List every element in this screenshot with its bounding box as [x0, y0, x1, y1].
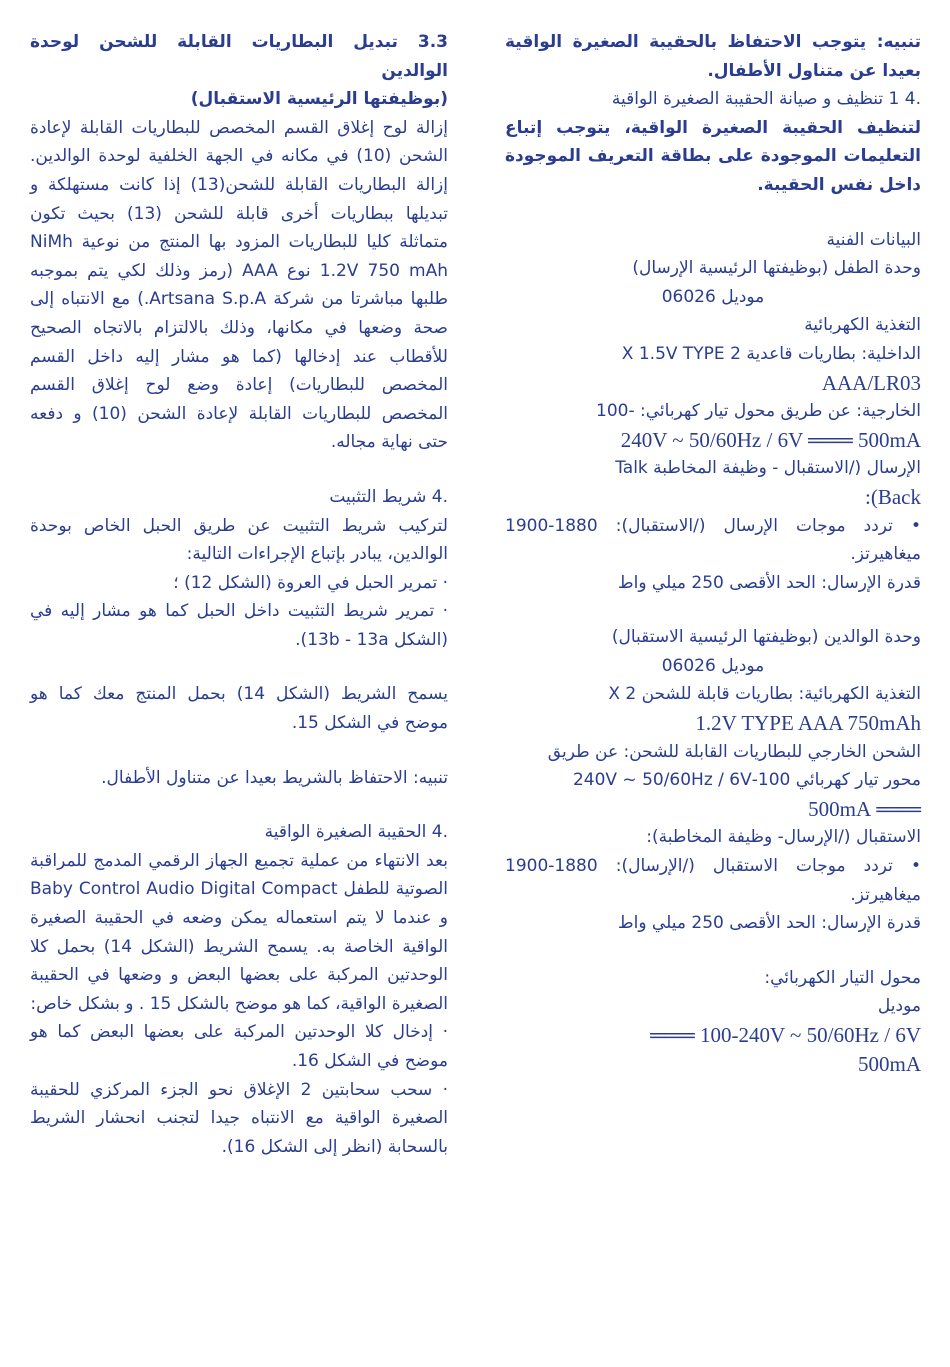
- adapter-line2: 500mA: [858, 1051, 921, 1076]
- reception-title: الاستقبال (/الإرسال- وظيفة المخاطبة):: [646, 827, 921, 848]
- parent-model: موديل 06026: [661, 655, 765, 676]
- strap-warning: تنبيه: الاحتفاظ بالشريط بعيدا عن متناول الأطفال.: [101, 767, 448, 788]
- bag-step-2: · سحب سحابتين 2 الإغلاق نحو الجزء المركزي للحقيبة الصغيرة الواقية مع الانتباه جيدا لتجنب انحشار الشريط بالسحابة (انظر إلى الشكل 16).: [30, 1079, 449, 1157]
- strap-step-1: · تمرير الحبل في العروة (الشكل 12) ؛: [173, 572, 448, 593]
- strap-allows-text: يسمح الشريط (الشكل 14) بحمل المنتج معك كما هو موضح في الشكل 15.: [30, 684, 448, 734]
- baby-tx-power: قدرة الإرسال: الحد الأقصى 250 ميلي واط: [617, 572, 921, 593]
- bag-title: .4 الحقيبة الصغيرة الواقية: [264, 822, 448, 843]
- battery-replace-text: إزالة لوح إغلاق القسم المخصص للبطاريات القابلة لإعادة الشحن (10) في مكانه في الجهة الخلفية لوحدة الوالدين. إزالة البطاريات القابلة للشحن(13) إذا كانت مستهلكة و تبديلها ببطاريات أخرى قابلة للشحن (13) بحيث تكون متماثلة كليا للبطاريات المزود بها المنتج من نوعية NiMh 1.2V 750 mAh نوع AAA (رمز وذلك لكي يتم بموجبه طلبها مباشرتا من شركة Artsana S.p.A.) مع الانتباه إلى صحة وضعها في مكانها، وذلك بالالتزام بالاتجاه الصحيح للأقطاب عند إدخالها (كما هو مشار إليه داخل القسم المخصص للبطاريات) إعادة وضع لوح إغلاق القسم المخصص للبطاريات القابلة لإعادة الشحن (10) و دفعه حتى نهاية مجاله.: [30, 117, 449, 453]
- transmission-line2: Back):: [865, 484, 921, 509]
- bag-text: بعد الانتهاء من عملية تجميع الجهاز الرقمي المدمج للمراقبة الصوتية للطفل Baby Control Audio Digital Compact و عندما لا يتم استعماله يمكن وضعه في الحقيبة الصغيرة الواقية الخاصة به. يسمح الشريط (الشكل 14) بحمل كلا الوحدتين المركبة على بعضها البعض و وضعها في الحقيبة الصغيرة الواقية، كما هو موضح بالشكل 15 . و بشكل خاص:: [30, 850, 448, 1014]
- section-4-1-title: .4 1 تنظيف و صيانة الحقيبة الصغيرة الواقية: [611, 89, 921, 110]
- tech-data-title: البيانات الفنية: [826, 229, 921, 250]
- charge-line1: الشحن الخارجي للبطاريات القابلة للشحن: عن طريق: [547, 741, 921, 762]
- adapter-line1: 100-240V ~ 50/60Hz / 6V ═══: [650, 1023, 921, 1047]
- adapter-title: محول التيار الكهربائي:: [764, 967, 921, 988]
- bag-step-1: · إدخال كلا الوحدتين المركبة على بعضها البعض كما هو موضح في الشكل 16.: [30, 1022, 448, 1071]
- power-supply-title: التغذية الكهربائية: [804, 315, 921, 336]
- baby-model: موديل 06026: [661, 286, 765, 307]
- transmission-line1: الإرسال (/الاستقبال - وظيفة المخاطبة Talk: [615, 458, 921, 479]
- section-3-3-subtitle: (بوظيفتها الرئيسية الاستقبال): [190, 89, 448, 110]
- parent-unit-label: وحدة الوالدين (بوظيفتها الرئيسية الاستقبال): [611, 627, 921, 648]
- strap-title: .4 شريط التثبيت: [329, 486, 448, 507]
- adapter-model: موديل: [877, 996, 921, 1017]
- baby-unit-label: وحدة الطفل (بوظيفتها الرئيسية الإرسال): [632, 258, 921, 279]
- parent-frequency: • تردد موجات الاستقبال (/الإرسال): 1880-1900 ميغاهيرتز.: [505, 852, 921, 909]
- parent-tx-power: قدرة الإرسال: الحد الأقصى 250 ميلي واط: [617, 913, 921, 934]
- bag-warning: تنبيه: يتوجب الاحتفاظ بالحقيبة الصغيرة الواقية بعيدا عن متناول الأطفال.: [505, 32, 921, 81]
- baby-frequency: • تردد موجات الإرسال (/الاستقبال): 1880-1900 ميغاهيرتز.: [505, 512, 921, 569]
- strap-step-2: · تمرير شريط التثبيت داخل الحبل كما هو مشار إليه في (الشكل 13b - 13a).: [30, 601, 448, 650]
- parent-power-line1: التغذية الكهربائية: بطاريات قابلة للشحن 2 X: [608, 684, 921, 705]
- internal-power-line1: الداخلية: بطاريات قاعدية 2 X 1.5V TYPE: [621, 343, 921, 364]
- parent-power-line2: 1.2V TYPE AAA 750mAh: [695, 711, 921, 736]
- section-3-3-title: 3.3 تبديل البطاريات القابلة للشحن لوحدة الوالدين: [30, 32, 448, 81]
- right-column: [505, 28, 921, 1078]
- cleaning-text: لتنظيف الحقيبة الصغيرة الواقية، يتوجب إتباع التعليمات الموجودة على بطاقة التعريف الموجودة داخل نفس الحقيبة.: [505, 117, 921, 195]
- left-column: [30, 28, 448, 1161]
- charge-line3: ═══ 500mA: [808, 796, 921, 821]
- internal-power-line2: AAA/LR03: [821, 370, 921, 395]
- external-power-line1: الخارجية: عن طريق محول تيار كهربائي: -100: [596, 401, 921, 422]
- external-power-line2: 240V ~ 50/60Hz / 6V ═══ 500mA: [620, 427, 921, 452]
- strap-text: لتركيب شريط التثبيت عن طريق الحبل الخاص بوحدة الوالدين، يبادر بإتباع الإجراءات التالية:: [30, 515, 448, 565]
- charge-line2: محور تيار كهربائي 100-240V ~ 50/60Hz / 6V: [572, 770, 921, 791]
